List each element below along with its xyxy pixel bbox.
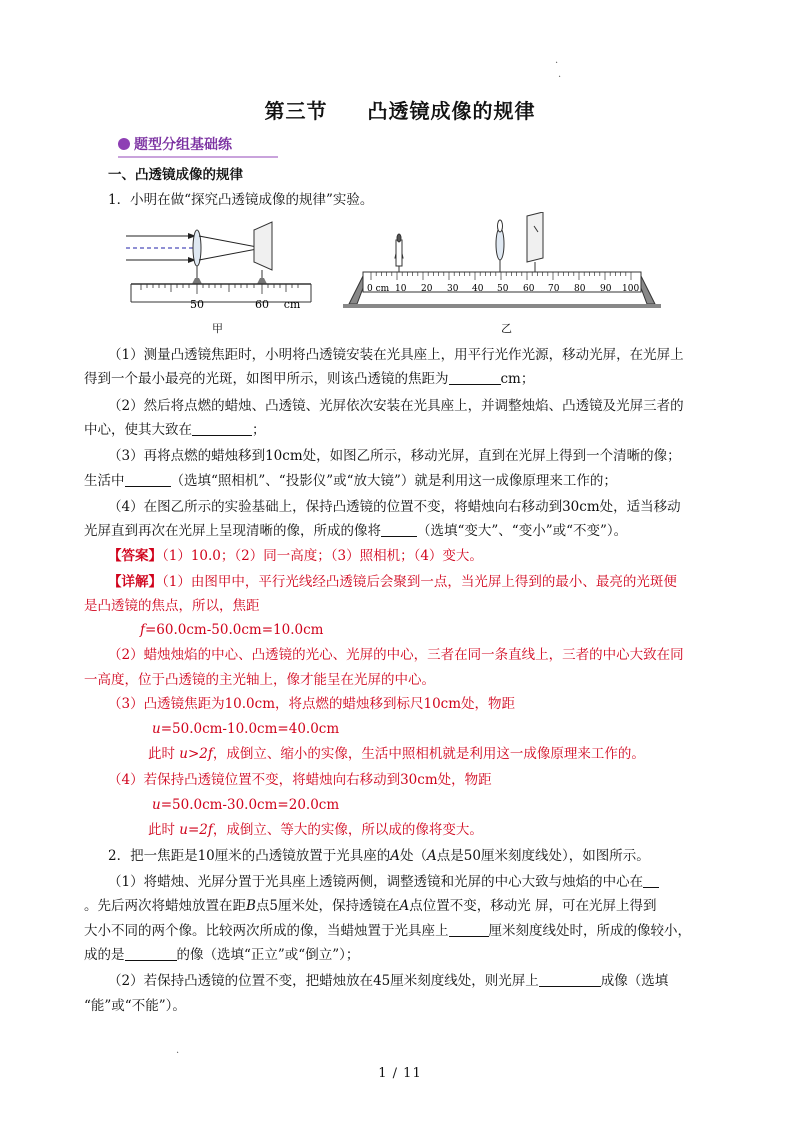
answer-blank[interactable]	[381, 522, 417, 537]
stray-mark: ·	[555, 58, 559, 69]
tick-label: 80	[574, 284, 586, 294]
answer-text: （1）10.0；（2）同一高度；（3）照相机；（4）变大。	[162, 548, 483, 564]
detail-4-line1: （4）若保持凸透镜位置不变，将蜡烛向右移动到30cm处，物距	[108, 772, 492, 788]
detail-formula-f: f=60.0cm-50.0cm=10.0cm	[140, 622, 324, 638]
title-text: 凸透镜成像的规律	[367, 99, 536, 123]
answer-blank[interactable]	[539, 972, 601, 987]
page-title	[0, 95, 800, 124]
tick-label: 50	[190, 298, 204, 311]
detail-3-formula: u=50.0cm-10.0cm=40.0cm	[152, 721, 340, 737]
detail-4-conclusion: 此时 u=2f，成倒立、等大的实像，所以成的像将变大。	[148, 822, 483, 838]
figure-lens-focal	[126, 218, 316, 318]
answer-blank[interactable]	[449, 922, 489, 937]
detail-4-formula: u=50.0cm-30.0cm=20.0cm	[152, 797, 340, 813]
answer-blank[interactable]	[643, 873, 659, 888]
detail-line-1: 【详解】（1）由图甲中，平行光线经凸透镜后会聚到一点，当光屏上得到的最小、最亮的光斑便	[108, 574, 677, 590]
answer-line	[108, 546, 748, 566]
q2-part2-line1: （2）若保持凸透镜的位置不变，把蜡烛放在45厘米刻度线处，则光屏上 成像（选填	[108, 973, 669, 989]
stray-mark: ·	[176, 1048, 180, 1059]
stray-mark: ·	[558, 72, 562, 83]
title-section-number: 第三节	[264, 99, 328, 123]
answer-blank[interactable]	[125, 946, 177, 961]
tick-label: 60	[523, 284, 535, 294]
tick-label: 40	[472, 284, 484, 294]
detail-tag: 【详解】	[108, 574, 162, 590]
bullet-icon	[118, 138, 130, 150]
figure-caption-left: 甲	[212, 322, 223, 335]
tick-label: 0 cm	[367, 284, 390, 294]
detail-3-line1: （3）凸透镜焦距为10.0cm，将点燃的蜡烛移到标尺10cm处，物距	[108, 696, 516, 712]
q2-part1-line4: 成的是 的像（选填“正立”或“倒立”）；	[84, 947, 360, 963]
subsection-heading: 一、凸透镜成像的规律	[108, 167, 243, 183]
q2-part1-line2: 。先后两次将蜡烛放置在距B点5厘米处，保持透镜在A点位置不变，移动光 屏，可在光屏上得到	[84, 898, 657, 914]
page-number: 1 / 11	[378, 1066, 422, 1081]
q2-part1-line1: （1）将蜡烛、光屏分置于光具座上透镜两侧，调整透镜和光屏的中心大致与烛焰的中心在	[108, 872, 748, 892]
q1-part3-line2: 生活中 （选填“照相机”、“投影仪”或“放大镜”）就是利用这一成像原理来工作的；	[84, 473, 617, 489]
q1-part4-line2: 光屏直到再次在光屏上呈现清晰的像，所成的像将 （选填“变大”、“变小”或“不变”）。	[84, 523, 628, 539]
answer-blank[interactable]	[192, 421, 252, 436]
q1-part1-line2: 得到一个最小最亮的光斑，如图甲所示，则该凸透镜的焦距为 cm；	[84, 371, 535, 387]
tick-label: 20	[421, 284, 433, 294]
tick-label: 60	[255, 298, 269, 311]
q1-part3-line1: （3）再将点燃的蜡烛移到10cm处，如图乙所示，移动光屏，直到在光屏上得到一个清晰的像；	[108, 448, 681, 464]
q2-part1-line3: 大小不同的两个像。比较两次所成的像，当蜡烛置于光具座上 厘米刻度线处时，所成的像较小，	[84, 923, 691, 939]
tick-label: 90	[600, 284, 612, 294]
detail-2-line1: （2）蜡烛烛焰的中心、凸透镜的光心、光屏的中心，三者在同一条直线上，三者的中心大致在同	[108, 647, 684, 663]
q1-part2-line2: 中心，使其大致在 ；	[84, 422, 266, 438]
tick-label: 50	[497, 284, 509, 294]
q1-part2-line1: （2）然后将点燃的蜡烛、凸透镜、光屏依次安装在光具座上，并调整烛焰、凸透镜及光屏三者的	[108, 398, 684, 414]
tick-label: cm	[283, 298, 301, 311]
answer-tag: 【答案】	[108, 548, 162, 564]
detail-line-2: 是凸透镜的焦点，所以，焦距	[84, 598, 260, 614]
detail-3-conclusion: 此时 u>2f，成倒立、缩小的实像，生活中照相机就是利用这一成像原理来工作的。	[148, 746, 645, 762]
figure-caption-right: 乙	[501, 322, 512, 335]
question-2-stem: 2．把一焦距是10厘米的凸透镜放置于光具座的A处（A点是50厘米刻度线处），如图所示。	[108, 848, 650, 864]
tick-label: 30	[447, 284, 459, 294]
section-badge-label: 题型分组基础练	[134, 137, 232, 153]
section-badge	[118, 134, 278, 158]
figure-optical-bench	[343, 212, 661, 312]
q1-part4-line1: （4）在图乙所示的实验基础上，保持凸透镜的位置不变，将蜡烛向右移动到30cm处，适当移动	[108, 499, 681, 515]
answer-blank[interactable]	[125, 472, 171, 487]
answer-blank[interactable]	[449, 370, 501, 385]
tick-label: 70	[548, 284, 560, 294]
question-1-stem: 1．小明在做“探究凸透镜成像的规律”实验。	[108, 192, 374, 208]
tick-label: 10	[395, 284, 407, 294]
tick-label: 100	[622, 284, 640, 294]
detail-2-line2: 一高度，位于凸透镜的主光轴上，像才能呈在光屏的中心。	[84, 672, 435, 688]
q2-part2-line2: “能”或“不能”）。	[84, 998, 186, 1014]
q1-part1-line1: （1）测量凸透镜焦距时，小明将凸透镜安装在光具座上，用平行光作光源，移动光屏，在光屏上	[108, 347, 684, 363]
